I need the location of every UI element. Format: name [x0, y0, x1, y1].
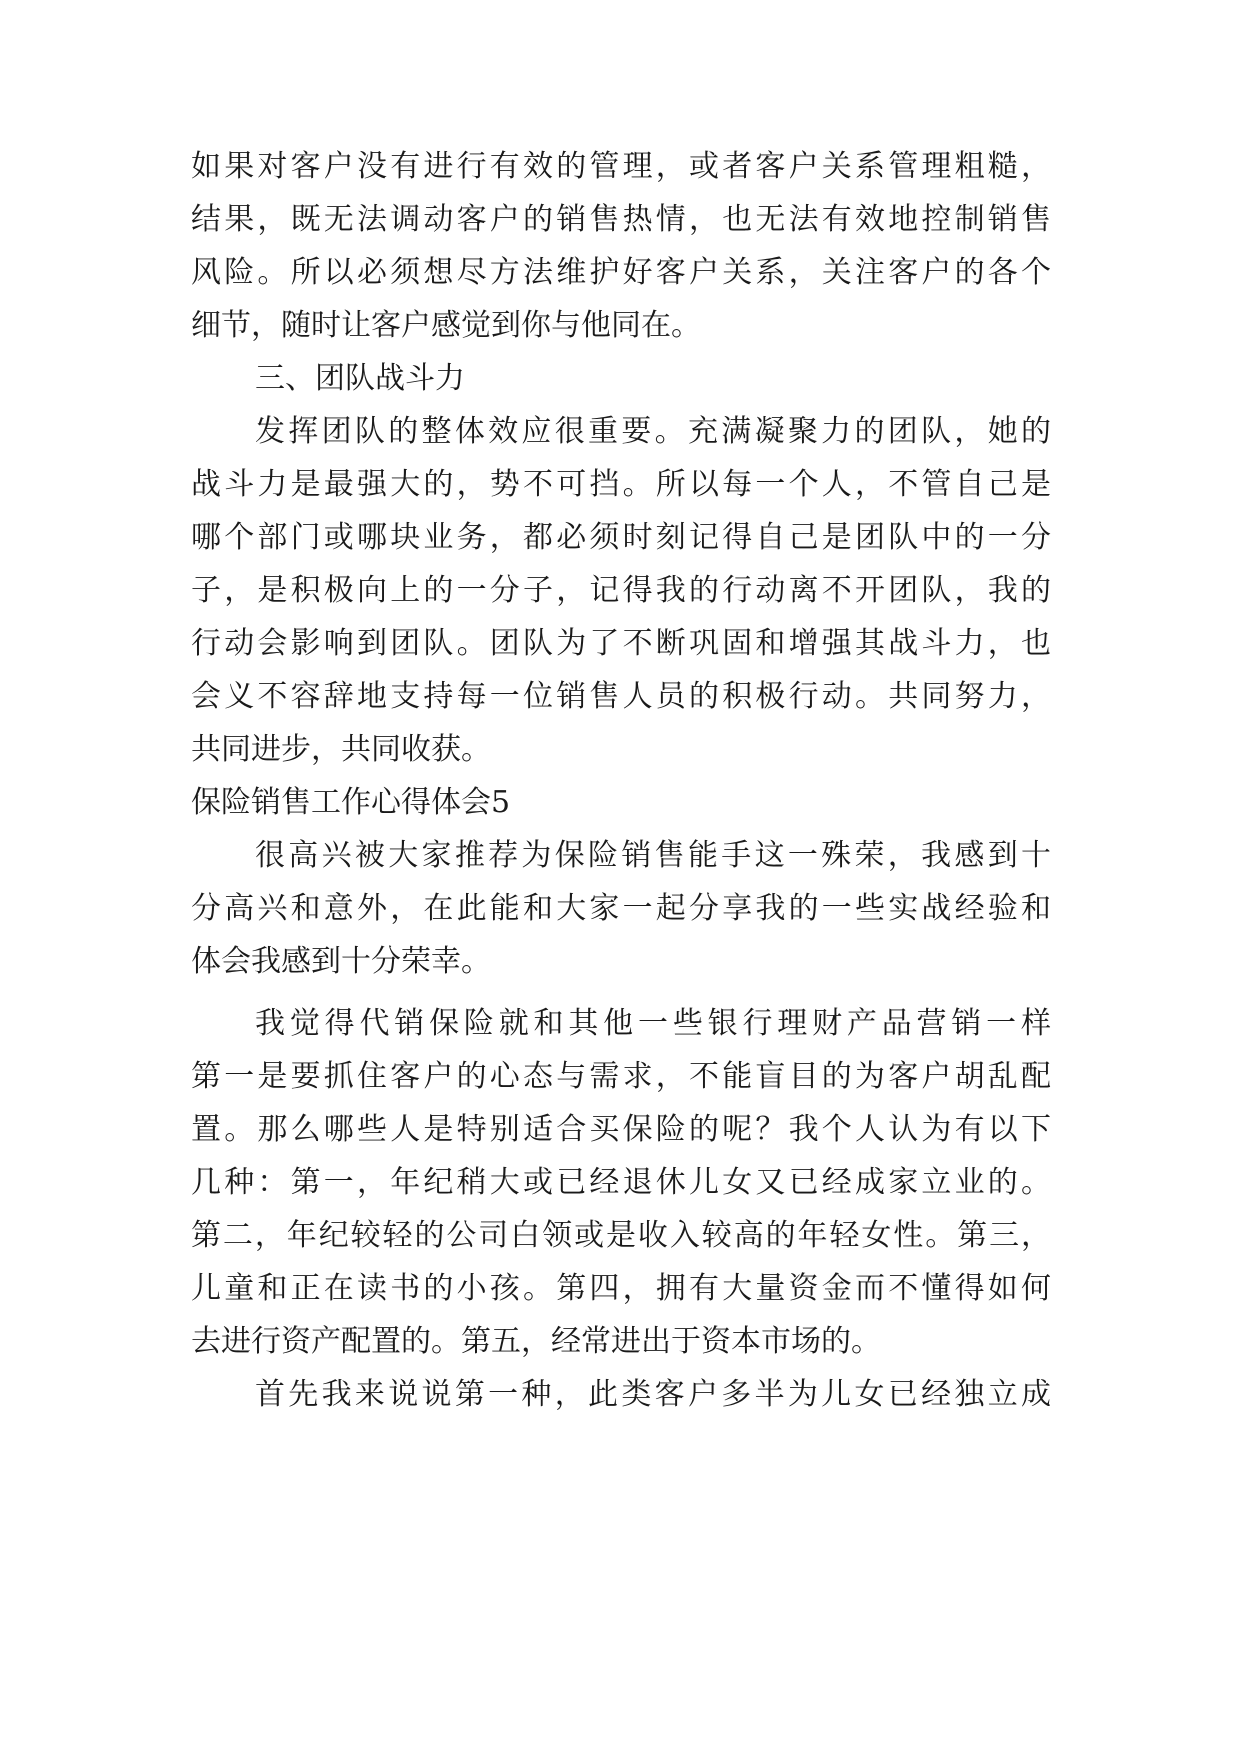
- text-line: 如果对客户没有进行有效的管理，或者客户关系管理粗糙，: [191, 149, 1051, 184]
- text-line: 哪个部门或哪块业务，都必须时刻记得自己是团队中的一分: [191, 520, 1051, 555]
- paragraph-first-line: 我觉得代销保险就和其他一些银行理财产品营销一样: [255, 1006, 1051, 1041]
- text-line: 风险。所以必须想尽方法维护好客户关系，关注客户的各个: [191, 255, 1051, 290]
- text-line: 儿童和正在读书的小孩。第四，拥有大量资金而不懂得如何: [191, 1271, 1051, 1306]
- text-line: 战斗力是最强大的，势不可挡。所以每一个人，不管自己是: [191, 467, 1051, 502]
- paragraph-first-line: 首先我来说说第一种，此类客户多半为儿女已经独立成: [255, 1377, 1051, 1412]
- paragraph-first-line: 很高兴被大家推荐为保险销售能手这一殊荣，我感到十: [255, 838, 1051, 873]
- text-line: 共同进步，共同收获。: [191, 732, 491, 767]
- paragraph-first-line: 发挥团队的整体效应很重要。充满凝聚力的团队，她的: [255, 414, 1051, 449]
- text-line: 结果，既无法调动客户的销售热情，也无法有效地控制销售: [191, 202, 1051, 237]
- section-heading: 三、团队战斗力: [255, 361, 465, 396]
- text-line: 体会我感到十分荣幸。: [191, 944, 491, 979]
- document-title: 保险销售工作心得体会5: [191, 785, 511, 820]
- text-line: 会义不容辞地支持每一位销售人员的积极行动。共同努力，: [191, 679, 1051, 714]
- text-line: 第二，年纪较轻的公司白领或是收入较高的年轻女性。第三，: [191, 1218, 1051, 1253]
- text-line: 行动会影响到团队。团队为了不断巩固和增强其战斗力，也: [191, 626, 1051, 661]
- text-line: 几种：第一，年纪稍大或已经退休儿女又已经成家立业的。: [191, 1165, 1051, 1200]
- text-line: 第一是要抓住客户的心态与需求，不能盲目的为客户胡乱配: [191, 1059, 1051, 1094]
- text-line: 置。那么哪些人是特别适合买保险的呢？我个人认为有以下: [191, 1112, 1051, 1147]
- text-line: 分高兴和意外，在此能和大家一起分享我的一些实战经验和: [191, 891, 1051, 926]
- text-line: 子，是积极向上的一分子，记得我的行动离不开团队，我的: [191, 573, 1051, 608]
- text-line: 细节，随时让客户感觉到你与他同在。: [191, 308, 701, 343]
- text-line: 去进行资产配置的。第五，经常进出于资本市场的。: [191, 1324, 881, 1359]
